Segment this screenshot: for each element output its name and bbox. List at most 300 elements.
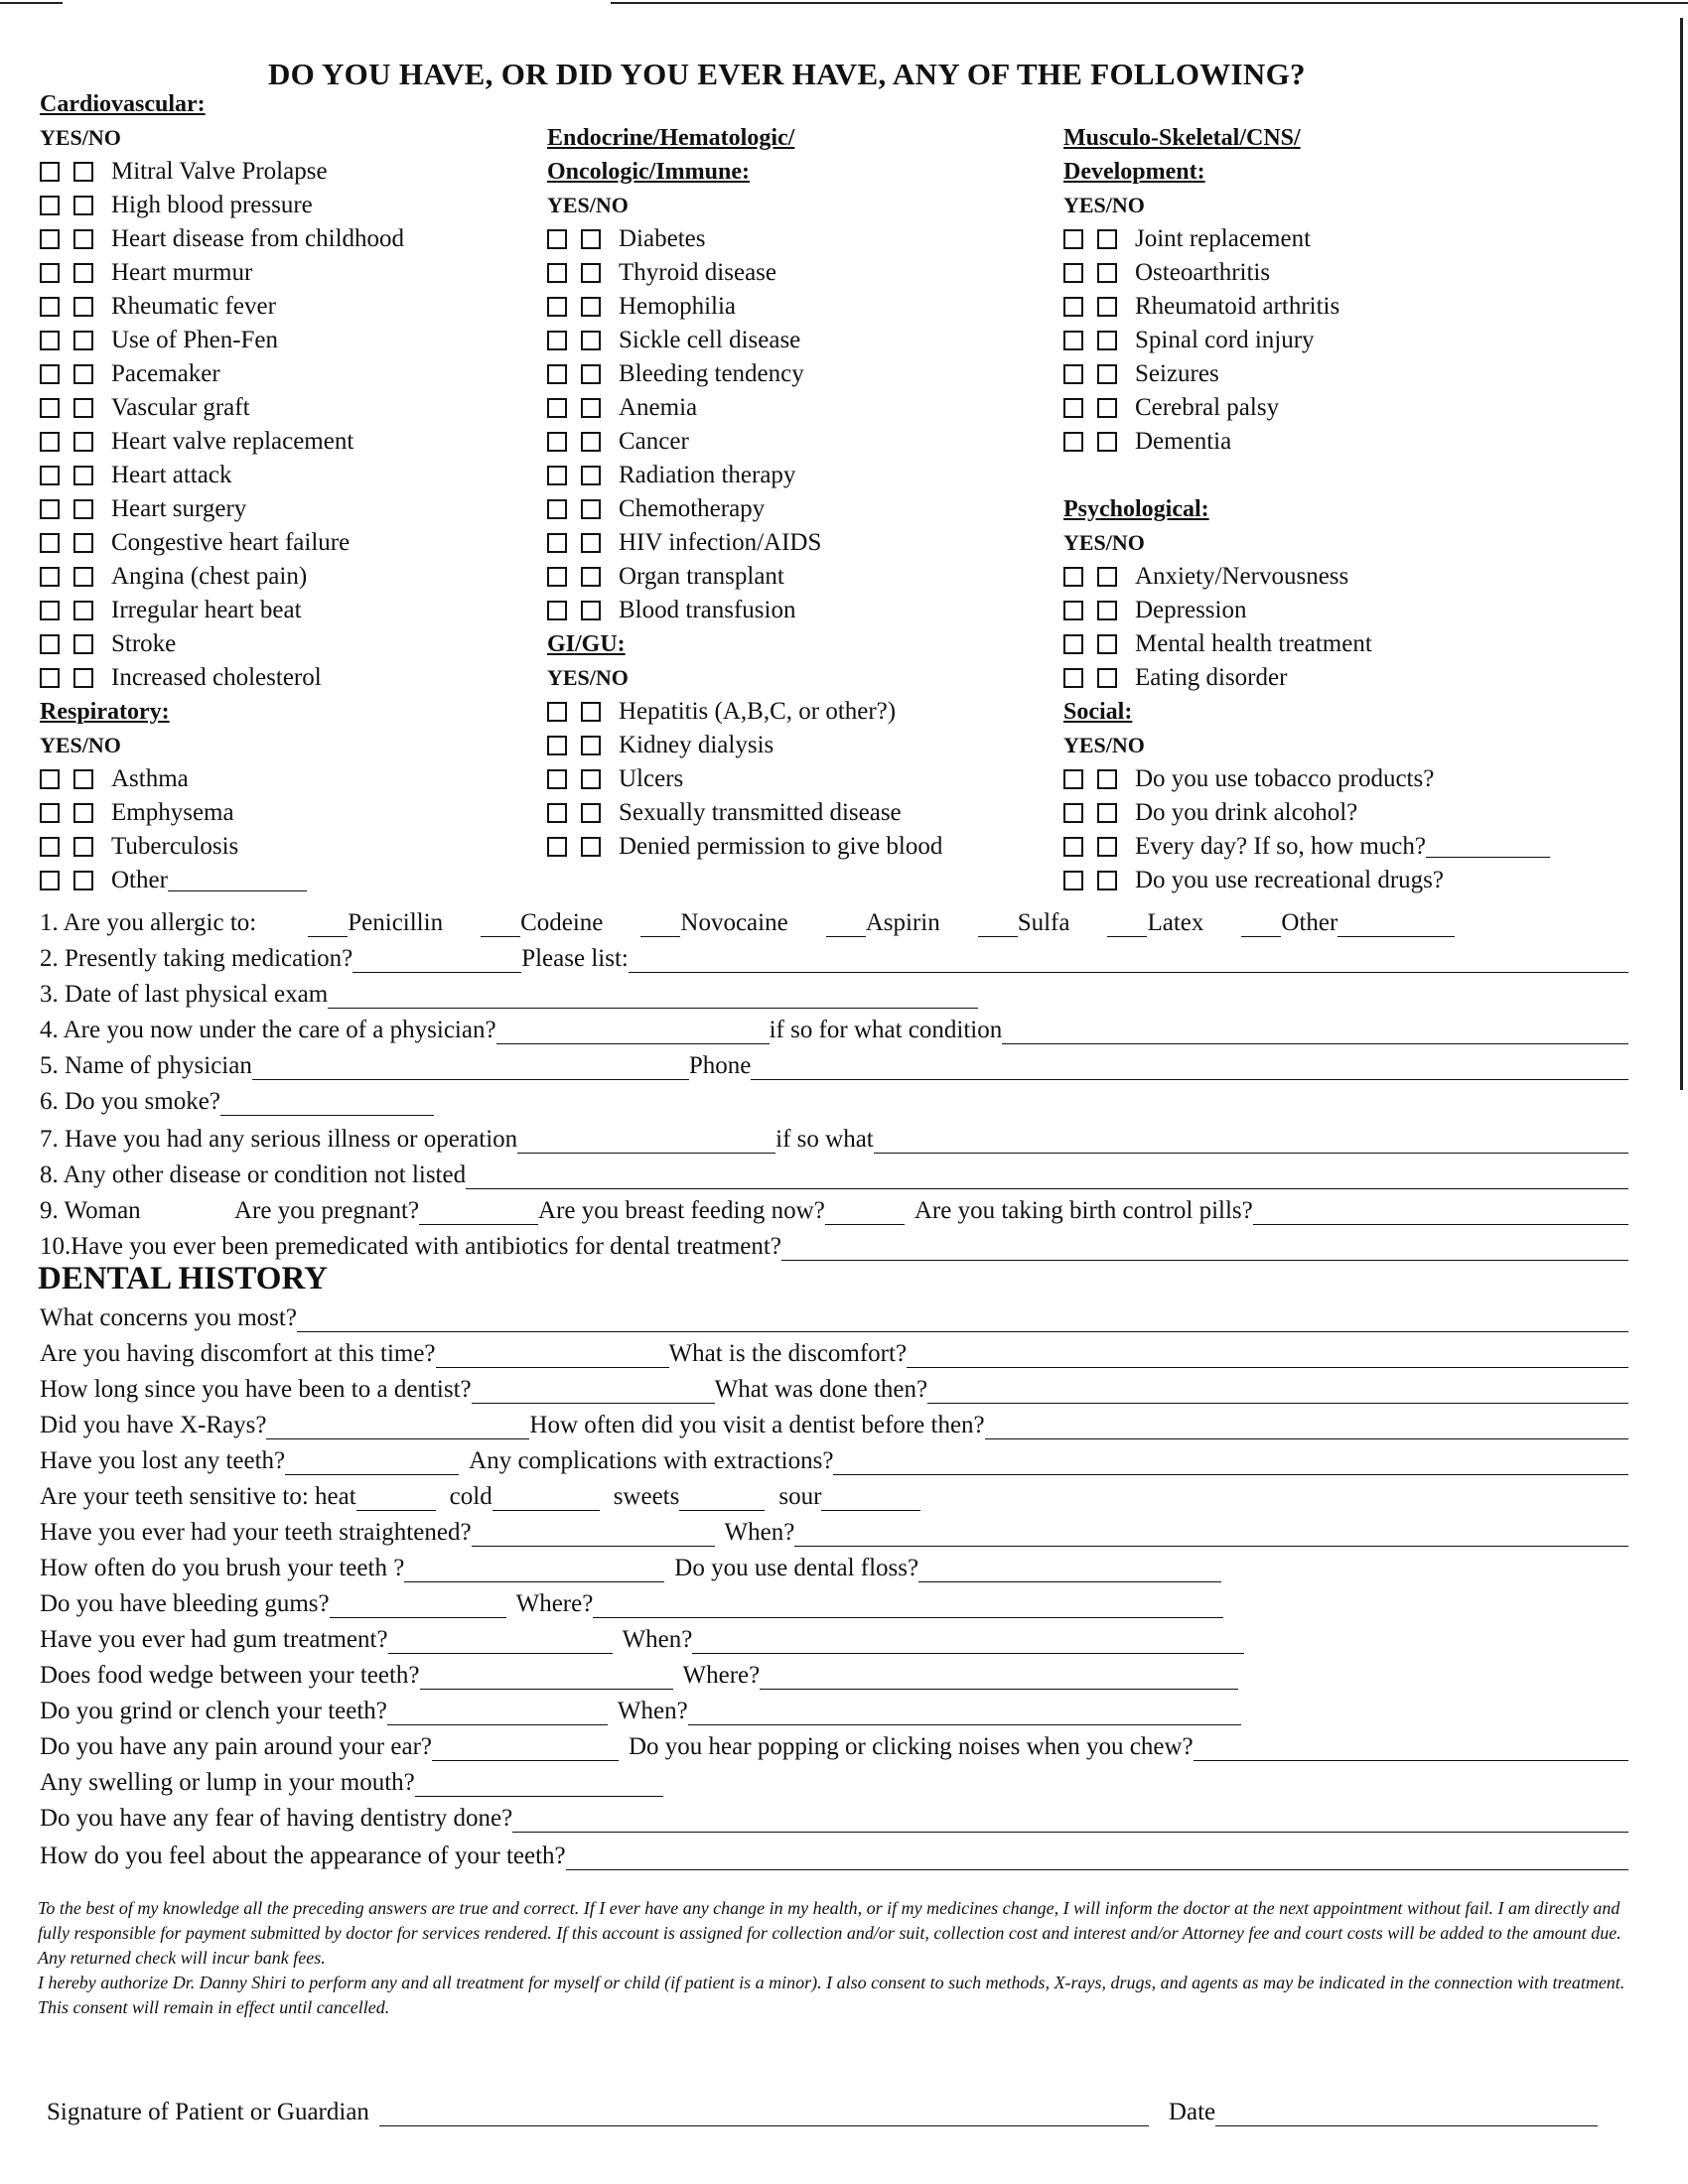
xrays-field[interactable] xyxy=(266,1417,529,1439)
pregnant-field[interactable] xyxy=(419,1202,538,1225)
d3-label: How long since you have been to a dentist? xyxy=(40,1376,472,1403)
yes-checkbox-tuberculosis[interactable] xyxy=(40,837,60,857)
cold-field[interactable] xyxy=(492,1488,600,1511)
item-label: Osteoarthritis xyxy=(1135,259,1271,286)
no-checkbox-rheumatoid-arthritis[interactable] xyxy=(1097,297,1117,317)
no-checkbox-rheumatic-fever[interactable] xyxy=(73,297,93,317)
no-checkbox-thyroid-disease[interactable] xyxy=(581,263,601,283)
no-checkbox-organ-transplant[interactable] xyxy=(581,567,601,587)
bleeding-where-field[interactable] xyxy=(593,1595,1223,1618)
yes-no-header: YES/NO xyxy=(547,665,629,690)
yes-checkbox-spinal-cord-injury[interactable] xyxy=(1063,331,1083,350)
yes-no-header: YES/NO xyxy=(1063,733,1145,757)
sour-label: sour xyxy=(778,1483,822,1510)
no-checkbox-ulcers[interactable] xyxy=(581,769,601,789)
condition-field[interactable] xyxy=(1002,1022,1628,1044)
dental-xrays xyxy=(40,1404,1628,1439)
item-label: Do you use recreational drugs? xyxy=(1135,867,1444,893)
yes-checkbox-ulcers[interactable] xyxy=(547,769,567,789)
checklist-row xyxy=(1063,661,1550,695)
yes-checkbox-thyroid-disease[interactable] xyxy=(547,263,567,283)
item-label: Vascular graft xyxy=(111,394,250,421)
no-checkbox-osteoarthritis[interactable] xyxy=(1097,263,1117,283)
d11-label: Does food wedge between your teeth? xyxy=(40,1662,420,1689)
yes-checkbox-joint-replacement[interactable] xyxy=(1063,229,1083,249)
checklist-row xyxy=(547,729,942,762)
yes-checkbox-rheumatoid-arthritis[interactable] xyxy=(1063,297,1083,317)
allergy-novocaine-check[interactable] xyxy=(640,914,680,937)
yes-checkbox-sexually-transmitted-disease[interactable] xyxy=(547,803,567,823)
medication-field[interactable] xyxy=(352,950,521,973)
no-checkbox-chemotherapy[interactable] xyxy=(581,499,601,519)
grind-when-field[interactable] xyxy=(688,1703,1241,1725)
no-checkbox-every-day-if-so-how-much[interactable] xyxy=(1097,837,1117,857)
gum-treatment-field[interactable] xyxy=(388,1631,613,1654)
extractions-field[interactable] xyxy=(833,1452,1628,1475)
checklist-row xyxy=(547,391,942,425)
last-physical-field[interactable] xyxy=(328,986,978,1009)
discomfort-what-label: What is the discomfort? xyxy=(668,1340,908,1367)
breastfeeding-field[interactable] xyxy=(825,1202,905,1225)
no-checkbox-seizures[interactable] xyxy=(1097,364,1117,384)
checklist-row xyxy=(40,155,404,189)
no-checkbox-stroke[interactable] xyxy=(73,634,93,654)
consent-statement xyxy=(38,1896,1626,2020)
dental-discomfort xyxy=(40,1332,1628,1368)
consent-paragraph-1: To the best of my knowledge all the preceding answers are true and correct. If I ever have any change in my health, or if my medicines change, I will inform the doctor at the next appointment without fail. I am directly and fully responsible for payment submitted by doctor for services rendered. If this account is assigned for collection and/or suit, collection cost and interest and/or Attorney fee and court costs will be added to the amount due. Any returned check will incur bank fees. xyxy=(38,1898,1621,1968)
checklist-row xyxy=(40,425,404,459)
checklist-row xyxy=(1063,594,1550,627)
checklist-row xyxy=(547,796,942,830)
condition-label: if so for what condition xyxy=(769,1017,1003,1043)
yes-checkbox-stroke[interactable] xyxy=(40,634,60,654)
item-label: Sexually transmitted disease xyxy=(619,799,902,826)
q1-label: 1. Are you allergic to: xyxy=(40,909,257,936)
checklist-row xyxy=(547,526,942,560)
yes-checkbox-denied-permission-to-give-blood[interactable] xyxy=(547,837,567,857)
item-label: Anxiety/Nervousness xyxy=(1135,563,1349,590)
checklist-row xyxy=(1063,627,1550,661)
yes-checkbox-hepatitis-a-b-c-or-other[interactable] xyxy=(547,702,567,722)
no-checkbox-vascular-graft[interactable] xyxy=(73,398,93,418)
other-disease-field[interactable] xyxy=(466,1166,1628,1189)
wedge-where-field[interactable] xyxy=(760,1667,1238,1690)
date-field[interactable] xyxy=(1215,2104,1598,2126)
lost-teeth-field[interactable] xyxy=(285,1452,459,1475)
checklist-row xyxy=(40,526,404,560)
bleeding-gums-field[interactable] xyxy=(330,1595,506,1618)
no-checkbox-kidney-dialysis[interactable] xyxy=(581,736,601,755)
item-label: Heart disease from childhood xyxy=(111,225,405,252)
no-checkbox-high-blood-pressure[interactable] xyxy=(73,196,93,215)
yes-no-header: YES/NO xyxy=(40,125,121,150)
yes-checkbox-sickle-cell-disease[interactable] xyxy=(547,331,567,350)
allergy-sulfa-check[interactable] xyxy=(978,914,1018,937)
d10-label: Have you ever had gum treatment? xyxy=(40,1626,388,1653)
checklist-row xyxy=(40,796,404,830)
straightened-when-field[interactable] xyxy=(794,1524,1628,1547)
no-checkbox-sickle-cell-disease[interactable] xyxy=(581,331,601,350)
question-last-physical xyxy=(40,973,1628,1009)
cardiovascular-heading: Cardiovascular: xyxy=(40,91,206,117)
sour-field[interactable] xyxy=(821,1488,920,1511)
item-label: Dementia xyxy=(1135,428,1232,455)
item-label: Stroke xyxy=(111,630,177,657)
question-woman xyxy=(40,1189,1628,1225)
no-checkbox-heart-surgery[interactable] xyxy=(73,499,93,519)
yes-checkbox-irregular-heart-beat[interactable] xyxy=(40,601,60,620)
allergen-label: Novocaine xyxy=(680,909,788,936)
no-checkbox-spinal-cord-injury[interactable] xyxy=(1097,331,1117,350)
allergy-other-field[interactable] xyxy=(1337,914,1455,937)
no-checkbox-hiv-infection-aids[interactable] xyxy=(581,533,601,553)
yes-checkbox-angina-chest-pain[interactable] xyxy=(40,567,60,587)
no-checkbox-heart-valve-replacement[interactable] xyxy=(73,432,93,452)
checklist-row xyxy=(40,560,404,594)
birth-control-field[interactable] xyxy=(1253,1202,1628,1225)
question-illness xyxy=(40,1118,1628,1154)
yes-checkbox-blood-transfusion[interactable] xyxy=(547,601,567,620)
allergy-codeine-check[interactable] xyxy=(481,914,520,937)
yes-checkbox-emphysema[interactable] xyxy=(40,803,60,823)
grind-field[interactable] xyxy=(387,1703,608,1725)
yes-checkbox-osteoarthritis[interactable] xyxy=(1063,263,1083,283)
q2-label: 2. Presently taking medication? xyxy=(40,945,353,972)
no-checkbox-eating-disorder[interactable] xyxy=(1097,668,1117,688)
checklist-row xyxy=(1063,256,1550,290)
dental-bleeding-gums xyxy=(40,1582,1628,1618)
yes-checkbox-heart-surgery[interactable] xyxy=(40,499,60,519)
no-checkbox-emphysema[interactable] xyxy=(73,803,93,823)
yes-checkbox-do-you-use-tobacco-products[interactable] xyxy=(1063,769,1083,789)
yes-checkbox-other[interactable] xyxy=(40,871,60,890)
floss-field[interactable] xyxy=(918,1560,1221,1582)
allergen-label: Aspirin xyxy=(865,909,940,936)
smoke-field[interactable] xyxy=(220,1093,434,1116)
yes-checkbox-heart-valve-replacement[interactable] xyxy=(40,432,60,452)
no-checkbox-increased-cholesterol[interactable] xyxy=(73,668,93,688)
no-checkbox-irregular-heart-beat[interactable] xyxy=(73,601,93,620)
no-checkbox-mental-health-treatment[interactable] xyxy=(1097,634,1117,654)
no-checkbox-tuberculosis[interactable] xyxy=(73,837,93,857)
no-checkbox-depression[interactable] xyxy=(1097,601,1117,620)
medication-list-field[interactable] xyxy=(629,950,1628,973)
date-label: Date xyxy=(1168,2099,1216,2125)
yes-checkbox-high-blood-pressure[interactable] xyxy=(40,196,60,215)
checklist-row xyxy=(40,627,404,661)
no-checkbox-do-you-use-recreational-drugs[interactable] xyxy=(1097,871,1117,890)
every-day-if-so-how-much-field[interactable] xyxy=(1426,837,1550,858)
item-label: Sickle cell disease xyxy=(619,327,801,353)
illness-field[interactable] xyxy=(517,1131,775,1154)
no-checkbox-do-you-drink-alcohol[interactable] xyxy=(1097,803,1117,823)
item-label: Eating disorder xyxy=(1135,664,1288,691)
phone-field[interactable] xyxy=(751,1057,1628,1080)
d4-label: Did you have X-Rays? xyxy=(40,1412,267,1438)
yes-checkbox-do-you-drink-alcohol[interactable] xyxy=(1063,803,1083,823)
yes-checkbox-rheumatic-fever[interactable] xyxy=(40,297,60,317)
yes-checkbox-cancer[interactable] xyxy=(547,432,567,452)
oncologic-heading: Oncologic/Immune: xyxy=(547,159,750,185)
yes-checkbox-vascular-graft[interactable] xyxy=(40,398,60,418)
sweets-label: sweets xyxy=(613,1483,680,1510)
item-label: Angina (chest pain) xyxy=(111,563,308,590)
signature-row xyxy=(47,2099,1635,2126)
section-spacer xyxy=(1063,459,1550,492)
allergy-other-check[interactable] xyxy=(1241,914,1281,937)
checklist-row xyxy=(547,830,942,864)
dental-gum-treatment xyxy=(40,1618,1628,1654)
checklist-row xyxy=(547,425,942,459)
checklist-row xyxy=(1063,290,1550,324)
yes-checkbox-cerebral-palsy[interactable] xyxy=(1063,398,1083,418)
item-label: Blood transfusion xyxy=(619,597,796,623)
checklist-row xyxy=(1063,425,1550,459)
dental-history-heading: DENTAL HISTORY xyxy=(38,1261,328,1297)
done-then-field[interactable] xyxy=(927,1381,1628,1404)
yes-no-header: YES/NO xyxy=(1063,193,1145,217)
checklist-row xyxy=(40,594,404,627)
item-label: Tuberculosis xyxy=(111,833,239,860)
yes-checkbox-do-you-use-recreational-drugs[interactable] xyxy=(1063,871,1083,890)
top-rule-right xyxy=(611,2,1688,4)
no-checkbox-hemophilia[interactable] xyxy=(581,297,601,317)
breastfeeding-label: Are you breast feeding now? xyxy=(538,1197,825,1224)
dental-ear-pain xyxy=(40,1725,1628,1761)
yes-checkbox-mental-health-treatment[interactable] xyxy=(1063,634,1083,654)
no-checkbox-diabetes[interactable] xyxy=(581,229,601,249)
no-checkbox-blood-transfusion[interactable] xyxy=(581,601,601,620)
checklist-row xyxy=(1063,222,1550,256)
illness-what-field[interactable] xyxy=(874,1131,1628,1154)
d15-label: Do you have any fear of having dentistry done? xyxy=(40,1805,513,1832)
premedicated-field[interactable] xyxy=(781,1238,1628,1261)
column-cardio-respiratory xyxy=(40,87,404,897)
yes-checkbox-mitral-valve-prolapse[interactable] xyxy=(40,162,60,182)
popping-field[interactable] xyxy=(1194,1738,1628,1761)
yes-checkbox-eating-disorder[interactable] xyxy=(1063,668,1083,688)
yes-checkbox-hiv-infection-aids[interactable] xyxy=(547,533,567,553)
swelling-field[interactable] xyxy=(415,1774,663,1797)
yes-no-header: YES/NO xyxy=(547,193,629,217)
d6-label: Are your teeth sensitive to: heat xyxy=(40,1483,356,1510)
checklist-row xyxy=(40,256,404,290)
dental-appearance xyxy=(40,1835,1628,1870)
no-checkbox-denied-permission-to-give-blood[interactable] xyxy=(581,837,601,857)
no-checkbox-asthma[interactable] xyxy=(73,769,93,789)
item-label: Chemotherapy xyxy=(619,495,766,522)
appearance-field[interactable] xyxy=(566,1847,1628,1870)
yes-checkbox-seizures[interactable] xyxy=(1063,364,1083,384)
item-label: Joint replacement xyxy=(1135,225,1312,252)
gum-when-field[interactable] xyxy=(692,1631,1244,1654)
item-label: Organ transplant xyxy=(619,563,784,590)
checklist-row xyxy=(1063,324,1550,357)
q9-label: 9. Woman xyxy=(40,1197,141,1224)
d9-label: Do you have bleeding gums? xyxy=(40,1590,330,1617)
endocrine-heading: Endocrine/Hematologic/ xyxy=(547,125,795,151)
gi-gu-heading: GI/GU: xyxy=(547,631,626,657)
yes-checkbox-dementia[interactable] xyxy=(1063,432,1083,452)
item-label: Thyroid disease xyxy=(619,259,776,286)
bleeding-where-label: Where? xyxy=(515,1590,594,1617)
no-checkbox-heart-murmur[interactable] xyxy=(73,263,93,283)
checklist-row xyxy=(40,830,404,864)
dental-fear xyxy=(40,1797,1628,1833)
yes-checkbox-congestive-heart-failure[interactable] xyxy=(40,533,60,553)
yes-checkbox-hemophilia[interactable] xyxy=(547,297,567,317)
checklist-row xyxy=(1063,762,1550,796)
physician-name-field[interactable] xyxy=(252,1057,689,1080)
checklist-row xyxy=(40,189,404,222)
yes-no-header: YES/NO xyxy=(40,733,121,757)
dental-lost-teeth xyxy=(40,1439,1628,1475)
no-checkbox-bleeding-tendency[interactable] xyxy=(581,364,601,384)
item-label: Heart murmur xyxy=(111,259,253,286)
checklist-row xyxy=(547,290,942,324)
yes-checkbox-depression[interactable] xyxy=(1063,601,1083,620)
yes-checkbox-organ-transplant[interactable] xyxy=(547,567,567,587)
item-label: Heart surgery xyxy=(111,495,247,522)
physician-care-field[interactable] xyxy=(496,1022,770,1044)
yes-checkbox-anemia[interactable] xyxy=(547,398,567,418)
grind-when-label: When? xyxy=(617,1698,688,1724)
question-physician-name xyxy=(40,1044,1628,1080)
no-checkbox-other[interactable] xyxy=(73,871,93,890)
ear-pain-field[interactable] xyxy=(432,1738,619,1761)
checklist-row xyxy=(40,661,404,695)
fear-field[interactable] xyxy=(512,1810,1628,1833)
no-checkbox-sexually-transmitted-disease[interactable] xyxy=(581,803,601,823)
yes-checkbox-radiation-therapy[interactable] xyxy=(547,466,567,485)
please-list-label: Please list: xyxy=(521,945,629,972)
q4-label: 4. Are you now under the care of a physician? xyxy=(40,1017,496,1043)
allergy-penicillin-check[interactable] xyxy=(308,914,348,937)
straightened-when-label: When? xyxy=(724,1519,795,1546)
no-checkbox-cerebral-palsy[interactable] xyxy=(1097,398,1117,418)
checklist-row xyxy=(1063,357,1550,391)
no-checkbox-angina-chest-pain[interactable] xyxy=(73,567,93,587)
d13-label: Do you have any pain around your ear? xyxy=(40,1733,432,1760)
no-checkbox-heart-disease-from-childhood[interactable] xyxy=(73,229,93,249)
no-checkbox-anemia[interactable] xyxy=(581,398,601,418)
no-checkbox-joint-replacement[interactable] xyxy=(1097,229,1117,249)
yes-checkbox-asthma[interactable] xyxy=(40,769,60,789)
yes-checkbox-heart-murmur[interactable] xyxy=(40,263,60,283)
visit-frequency-field[interactable] xyxy=(985,1417,1628,1439)
sweets-field[interactable] xyxy=(679,1488,765,1511)
phone-label: Phone xyxy=(688,1052,752,1079)
yes-checkbox-use-of-phen-fen[interactable] xyxy=(40,331,60,350)
item-label: Do you drink alcohol? xyxy=(1135,799,1358,826)
yes-checkbox-kidney-dialysis[interactable] xyxy=(547,736,567,755)
extractions-label: Any complications with extractions? xyxy=(469,1447,834,1474)
yes-checkbox-heart-disease-from-childhood[interactable] xyxy=(40,229,60,249)
dental-grind xyxy=(40,1690,1628,1725)
allergy-aspirin-check[interactable] xyxy=(826,914,866,937)
dental-food-wedge xyxy=(40,1654,1628,1690)
item-label: Do you use tobacco products? xyxy=(1135,765,1435,792)
last-visit-field[interactable] xyxy=(472,1381,715,1404)
yes-checkbox-anxiety-nervousness[interactable] xyxy=(1063,567,1083,587)
item-label: Asthma xyxy=(111,765,189,792)
yes-checkbox-bleeding-tendency[interactable] xyxy=(547,364,567,384)
question-other-disease xyxy=(40,1154,1628,1189)
heat-field[interactable] xyxy=(356,1488,436,1511)
no-checkbox-congestive-heart-failure[interactable] xyxy=(73,533,93,553)
concerns-field[interactable] xyxy=(297,1309,1628,1332)
no-checkbox-mitral-valve-prolapse[interactable] xyxy=(73,162,93,182)
question-smoke xyxy=(40,1080,1628,1116)
allergen-label: Penicillin xyxy=(348,909,444,936)
respiratory-heading: Respiratory: xyxy=(40,699,170,725)
d1-label: What concerns you most? xyxy=(40,1304,297,1331)
item-label: HIV infection/AIDS xyxy=(619,529,822,556)
no-checkbox-hepatitis-a-b-c-or-other[interactable] xyxy=(581,702,601,722)
checklist-row xyxy=(1063,864,1550,897)
item-label: Heart valve replacement xyxy=(111,428,354,455)
no-checkbox-pacemaker[interactable] xyxy=(73,364,93,384)
brushing-field[interactable] xyxy=(404,1560,664,1582)
yes-checkbox-every-day-if-so-how-much[interactable] xyxy=(1063,837,1083,857)
item-label: Depression xyxy=(1135,597,1247,623)
straightened-field[interactable] xyxy=(472,1524,715,1547)
checklist-row xyxy=(1063,796,1550,830)
discomfort-field[interactable] xyxy=(436,1345,669,1368)
dental-last-visit xyxy=(40,1368,1628,1404)
other-field[interactable] xyxy=(168,871,307,891)
item-label: Heart attack xyxy=(111,462,232,488)
yes-checkbox-diabetes[interactable] xyxy=(547,229,567,249)
yes-checkbox-chemotherapy[interactable] xyxy=(547,499,567,519)
yes-checkbox-heart-attack[interactable] xyxy=(40,466,60,485)
checklist-row xyxy=(547,492,942,526)
no-checkbox-dementia[interactable] xyxy=(1097,432,1117,452)
no-checkbox-do-you-use-tobacco-products[interactable] xyxy=(1097,769,1117,789)
allergen-label: Latex xyxy=(1147,909,1204,936)
item-label: Congestive heart failure xyxy=(111,529,351,556)
checklist-row xyxy=(1063,830,1550,864)
yes-checkbox-increased-cholesterol[interactable] xyxy=(40,668,60,688)
d14-label: Any swelling or lump in your mouth? xyxy=(40,1769,415,1796)
allergy-latex-check[interactable] xyxy=(1107,914,1147,937)
no-checkbox-use-of-phen-fen[interactable] xyxy=(73,331,93,350)
q5-label: 5. Name of physician xyxy=(40,1052,252,1079)
item-label: Other xyxy=(111,867,168,893)
no-checkbox-anxiety-nervousness[interactable] xyxy=(1097,567,1117,587)
no-checkbox-cancer[interactable] xyxy=(581,432,601,452)
no-checkbox-radiation-therapy[interactable] xyxy=(581,466,601,485)
checklist-row xyxy=(547,357,942,391)
food-wedge-field[interactable] xyxy=(420,1667,673,1690)
cold-label: cold xyxy=(449,1483,492,1510)
item-label: Irregular heart beat xyxy=(111,597,302,623)
item-label: Hepatitis (A,B,C, or other?) xyxy=(619,698,897,725)
item-label: Denied permission to give blood xyxy=(619,833,943,860)
item-label: Cancer xyxy=(619,428,689,455)
signature-field[interactable] xyxy=(379,2104,1149,2126)
yes-checkbox-pacemaker[interactable] xyxy=(40,364,60,384)
pregnant-label: Are you pregnant? xyxy=(234,1197,420,1224)
d8-label: How often do you brush your teeth ? xyxy=(40,1555,405,1581)
discomfort-what-field[interactable] xyxy=(907,1345,1628,1368)
dental-concerns xyxy=(40,1297,1628,1332)
no-checkbox-heart-attack[interactable] xyxy=(73,466,93,485)
birth-control-label: Are you taking birth control pills? xyxy=(914,1197,1253,1224)
checklist-row xyxy=(547,560,942,594)
checklist-row xyxy=(40,357,404,391)
musculo-skeletal-heading: Musculo-Skeletal/CNS/ xyxy=(1063,125,1301,151)
